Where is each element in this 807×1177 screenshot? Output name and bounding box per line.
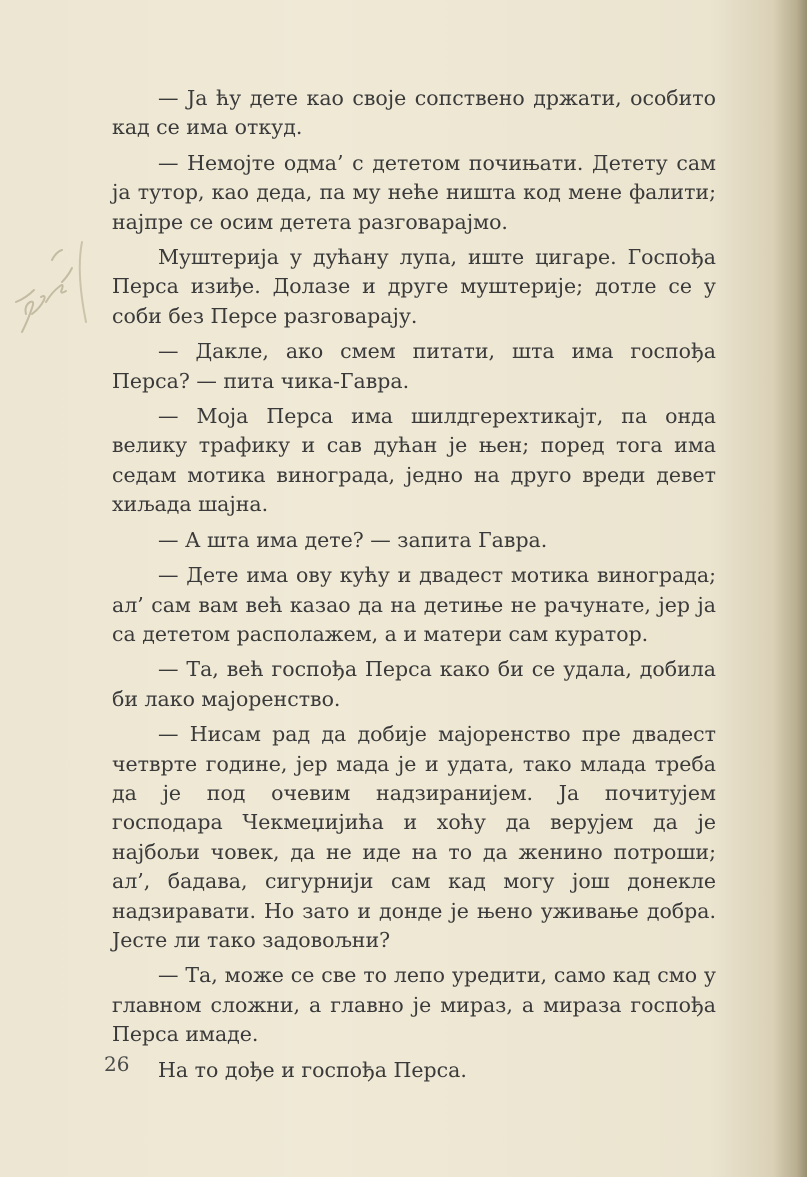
page-number: 26 <box>104 1052 130 1076</box>
paragraph-2: — Немојте одма’ с дететом почињати. Детету сам ја тутор, као деда, па му неће ништа код мене фалити; најпре се осим детета разговарајмо. <box>112 150 716 234</box>
handwritten-margin-note <box>2 232 98 342</box>
paragraph-4: — Дакле, ако смем питати, шта има госпођа Перса? — пита чика-Гавра. <box>112 339 716 393</box>
paragraph-1: — Ја ћу дете као своје сопствено држати, особито кад се има откуд. <box>112 86 716 140</box>
paragraph-6: — А шта има дете? — запита Гавра. <box>158 527 548 552</box>
paragraph-10: — Та, може се све то лепо уредити, само кад смо у главном сложни, а главно је мираз, а мираза госпођа Перса имаде. <box>112 963 716 1047</box>
paragraph-3: Муштерија у дућану лупа, иште цигаре. Госпођа Перса изиђе. Долазе и друге муштерије; дотле се у соби без Персе разговарају. <box>112 245 716 328</box>
body-text <box>112 84 716 1091</box>
paragraph-9: — Нисам рад да добије мајоренство пре двадест четврте године, јер мада је и удата, тако млада треба да је под очевим надзиранијем. Ја почитујем господара Чекмеџијића и хоћу да верујем да је најбољи човек, да не иде на то да женино потроши; ал’, бадава, сигурнији сам кад могу још донекле надзиравати. Но зато и донде је њено уживање добра. Јесте ли тако задовољни? <box>112 722 716 952</box>
paragraph-5: — Моја Перса има шилдгерехтикајт, па онда велику трафику и сав дућан је њен; поред тога има седам мотика винограда, једно на друго вреди девет хиљада шајна. <box>112 404 716 517</box>
paragraph-7: — Дете има ову кућу и двадест мотика винограда; ал’ сам вам већ казао да на детиње не рачунате, јер ја са дететом располажем, а и матери сам куратор. <box>112 563 716 646</box>
paragraph-8: — Та, већ госпођа Перса како би се удала, добила би лако мајоренство. <box>112 657 716 711</box>
paragraph-11: На то дође и госпођа Перса. <box>158 1057 467 1082</box>
page-edge-shadow <box>773 0 807 1177</box>
